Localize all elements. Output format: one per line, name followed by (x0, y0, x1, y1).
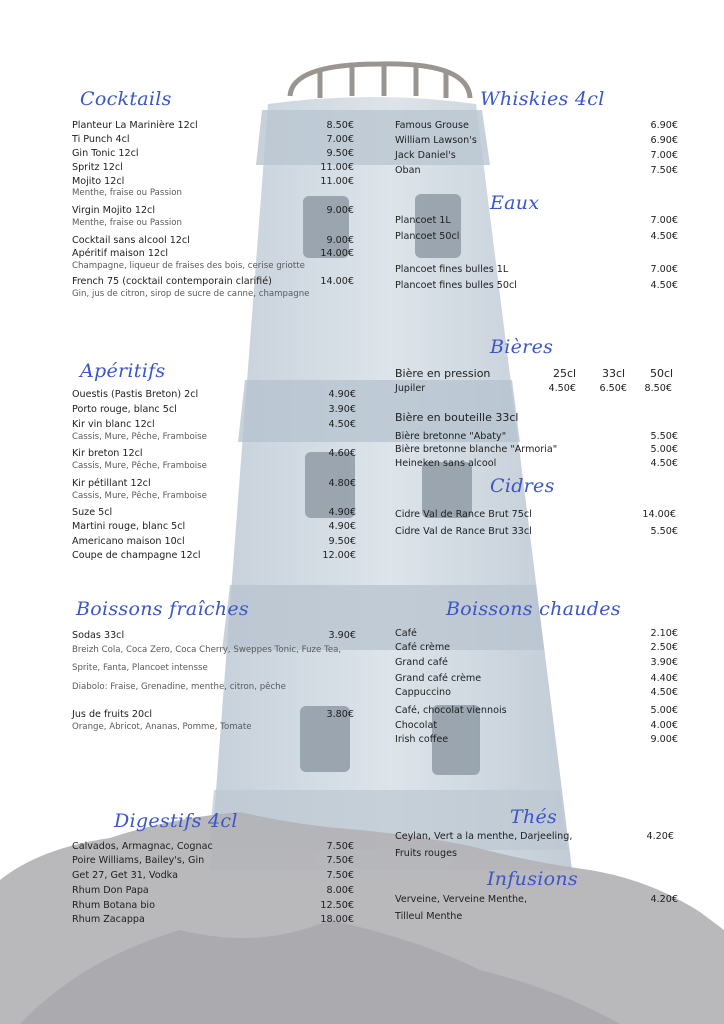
menu-item-name: Rhum Don Papa (72, 885, 149, 896)
menu-item-price: 4.50€ (548, 383, 576, 394)
boissons-chaudes-title: Boissons chaudes (446, 598, 621, 620)
menu-item-price: 9.00€ (650, 734, 678, 745)
menu-item-price: 7.50€ (326, 855, 354, 866)
menu-item-name: Chocolat (395, 720, 438, 731)
menu-item-price: 4.90€ (328, 507, 356, 518)
menu-item-name: Kir breton 12cl (72, 448, 143, 459)
menu-item-name: Rhum Zacappa (72, 914, 145, 925)
bieres-size-50: 50cl (650, 367, 674, 380)
menu-item-name: William Lawson's (395, 135, 477, 146)
menu-item-price: 3.90€ (328, 630, 356, 641)
thes-title: Thés (510, 806, 558, 828)
menu-item-description: Menthe, fraise ou Passion (72, 188, 182, 198)
menu-item-price: 4.40€ (650, 673, 678, 684)
menu-item-name: Calvados, Armagnac, Cognac (72, 841, 213, 852)
menu-item-price: 3.90€ (650, 657, 678, 668)
menu-item-price: 4.50€ (650, 280, 678, 291)
menu-item-price: 4.00€ (650, 720, 678, 731)
menu-item-price: 7.00€ (326, 134, 354, 145)
menu-item-price: 5.00€ (650, 444, 678, 455)
menu-item-name: Cidre Val de Rance Brut 33cl (395, 526, 532, 537)
menu-item-description: Champagne, liqueur de fraises des bois, cerise griotte (72, 261, 305, 271)
bieres-bouteille-label: Bière en bouteille 33cl (395, 411, 519, 424)
menu-item-price: 5.50€ (650, 526, 678, 537)
menu-item-name: Café (395, 628, 417, 639)
menu-item-name: Plancoet fines bulles 1L (395, 264, 509, 275)
digestifs-title: Digestifs 4cl (114, 810, 238, 832)
menu-item-price: 14.00€ (320, 276, 354, 287)
menu-item-name: Virgin Mojito 12cl (72, 205, 155, 216)
menu-item-name: French 75 (cocktail contemporain clarifié) (72, 276, 272, 287)
menu-item-price: 4.20€ (646, 831, 674, 842)
menu-item-name: Get 27, Get 31, Vodka (72, 870, 178, 881)
menu-item-price: 12.00€ (322, 550, 356, 561)
menu-item-description: Diabolo: Fraise, Grenadine, menthe, citron, pêche (72, 682, 286, 692)
menu-item-price: 2.50€ (650, 642, 678, 653)
menu-item-price: 2.10€ (650, 628, 678, 639)
menu-item-price: 6.50€ (599, 383, 627, 394)
menu-item-name: Bière bretonne blanche "Armoria" (395, 444, 558, 455)
boissons-fraiches-title: Boissons fraîches (76, 598, 249, 620)
menu-item-price: 7.50€ (326, 841, 354, 852)
menu-item-name: Ti Punch 4cl (72, 134, 130, 145)
menu-item-price: 9.50€ (328, 536, 356, 547)
menu-item-name: Ouestis (Pastis Breton) 2cl (72, 389, 199, 400)
menu-item-price: 11.00€ (320, 176, 354, 187)
menu-item-price: 4.50€ (650, 687, 678, 698)
menu-item-price: 6.90€ (650, 135, 678, 146)
menu-item-price: 14.00€ (320, 248, 354, 259)
infusions-title: Infusions (487, 868, 578, 890)
menu-item-price: 9.00€ (326, 235, 354, 246)
menu-item-price: 4.50€ (650, 458, 678, 469)
eaux-title: Eaux (490, 192, 540, 214)
menu-item-price: 8.00€ (326, 885, 354, 896)
menu-item-price: 6.90€ (650, 120, 678, 131)
menu-item-name: Spritz 12cl (72, 162, 123, 173)
menu-item-name: Cocktail sans alcool 12cl (72, 235, 190, 246)
menu-item-price: 7.50€ (326, 870, 354, 881)
bieres-size-25: 25cl (553, 367, 577, 380)
menu-item-name: Cappuccino (395, 687, 452, 698)
menu-item-name: Fruits rouges (395, 848, 457, 859)
menu-item-description: Gin, jus de citron, sirop de sucre de canne, champagne (72, 289, 310, 299)
menu-item-price: 8.50€ (326, 120, 354, 131)
menu-item-name: Bière bretonne "Abaty" (395, 431, 507, 442)
menu-item-name: Martini rouge, blanc 5cl (72, 521, 186, 532)
menu-item-name: Planteur La Marinière 12cl (72, 120, 198, 131)
menu-item-name: Plancoet fines bulles 50cl (395, 280, 517, 291)
menu-item-price: 4.60€ (328, 448, 356, 459)
menu-item-price: 3.90€ (328, 404, 356, 415)
menu-item-price: 8.50€ (644, 383, 672, 394)
menu-item-price: 7.00€ (650, 264, 678, 275)
bieres-title: Bières (490, 336, 554, 358)
menu-item-name: Plancoet 50cl (395, 231, 460, 242)
menu-item-price: 14.00€ (642, 509, 676, 520)
menu-item-name: Suze 5cl (72, 507, 113, 518)
menu-item-name: Poire Williams, Bailey's, Gin (72, 855, 205, 866)
menu-item-name: Grand café (395, 657, 448, 668)
bieres-pression-label: Bière en pression (395, 367, 491, 380)
cocktails-title: Cocktails (80, 88, 172, 110)
menu-item-name: Mojito 12cl (72, 176, 125, 187)
menu-item-name: Verveine, Verveine Menthe, (395, 894, 527, 905)
menu-item-price: 5.00€ (650, 705, 678, 716)
menu-item-name: Famous Grouse (395, 120, 469, 131)
menu-item-description: Breizh Cola, Coca Zero, Coca Cherry, Sweppes Tonic, Fuze Tea, (72, 645, 342, 655)
menu-item-name: Gin Tonic 12cl (72, 148, 139, 159)
menu-item-name: Café, chocolat viennois (395, 705, 507, 716)
menu-item-price: 5.50€ (650, 431, 678, 442)
menu-item-description: Cassis, Mure, Pêche, Framboise (72, 432, 207, 442)
whiskies-title: Whiskies 4cl (480, 88, 605, 110)
menu-item-price: 4.50€ (650, 231, 678, 242)
menu-item-name: Café crème (395, 642, 451, 653)
menu-item-price: 11.00€ (320, 162, 354, 173)
menu-item-name: Coupe de champagne 12cl (72, 550, 201, 561)
menu-item-price: 9.50€ (326, 148, 354, 159)
menu-item-description: Cassis, Mure, Pêche, Framboise (72, 461, 207, 471)
cidres-title: Cidres (490, 475, 555, 497)
menu-item-price: 4.50€ (328, 419, 356, 430)
bieres-size-33: 33cl (602, 367, 626, 380)
menu-item-name: Grand café crème (395, 673, 482, 684)
menu-item-description: Orange, Abricot, Ananas, Pomme, Tomate (72, 722, 252, 732)
menu-item-name: Jus de fruits 20cl (72, 709, 153, 720)
menu-item-name: Oban (395, 165, 421, 176)
menu-item-name: Tilleul Menthe (395, 911, 463, 922)
menu-item-price: 7.50€ (650, 165, 678, 176)
menu-item-name: Kir vin blanc 12cl (72, 419, 155, 430)
aperitifs-title: Apéritifs (80, 360, 166, 382)
menu-item-name: Apéritif maison 12cl (72, 248, 169, 259)
menu-item-price: 4.90€ (328, 389, 356, 400)
menu-item-name: Ceylan, Vert a la menthe, Darjeeling, (395, 831, 573, 842)
menu-item-name: Rhum Botana bio (72, 900, 155, 911)
menu-item-name: Sodas 33cl (72, 630, 125, 641)
menu-item-price: 18.00€ (320, 914, 354, 925)
menu-item-price: 4.20€ (650, 894, 678, 905)
menu-item-name: Americano maison 10cl (72, 536, 185, 547)
menu-item-name: Kir pétillant 12cl (72, 478, 151, 489)
menu-item-name: Cidre Val de Rance Brut 75cl (395, 509, 532, 520)
menu-item-name: Porto rouge, blanc 5cl (72, 404, 177, 415)
menu-item-price: 12.50€ (320, 900, 354, 911)
menu-item-name: Irish coffee (395, 734, 449, 745)
menu-item-name: Heineken sans alcool (395, 458, 497, 469)
menu-item-name: Jupiler (395, 383, 426, 394)
menu-item-price: 4.80€ (328, 478, 356, 489)
menu-item-description: Cassis, Mure, Pêche, Framboise (72, 491, 207, 501)
menu-item-description: Menthe, fraise ou Passion (72, 218, 182, 228)
menu-item-description: Sprite, Fanta, Plancoet intensse (72, 663, 208, 673)
menu-item-price: 7.00€ (650, 150, 678, 161)
menu-item-price: 9.00€ (326, 205, 354, 216)
menu-item-price: 7.00€ (650, 215, 678, 226)
menu-item-name: Plancoet 1L (395, 215, 451, 226)
menu-item-name: Jack Daniel's (395, 150, 456, 161)
menu-item-price: 4.90€ (328, 521, 356, 532)
menu-item-price: 3.80€ (326, 709, 354, 720)
